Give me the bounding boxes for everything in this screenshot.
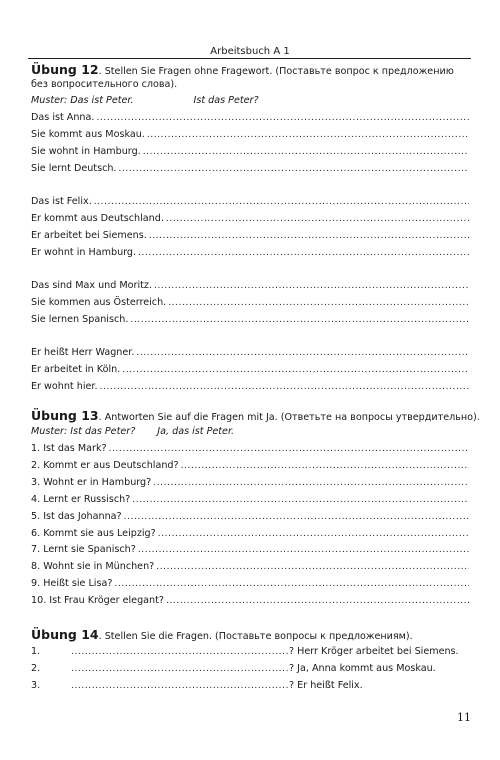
- prompt-text: 3. Wohnt er in Hamburg?: [31, 476, 152, 488]
- exercise-13-label: Übung 13: [31, 408, 99, 423]
- exercise-12-line: [31, 247, 469, 259]
- answer-blank[interactable]: [118, 163, 469, 175]
- exercise-13-instruction: . Antworten Sie auf die Fragen mit Ja. (Ответьте на вопросы утвердительно).: [98, 412, 480, 423]
- exercise-12-line: [31, 314, 469, 326]
- exercise-14-line: [31, 663, 469, 675]
- prompt-text: Das sind Max und Moritz.: [31, 280, 152, 291]
- prompt-text: Er wohnt in Hamburg.: [31, 247, 137, 258]
- answer-blank[interactable]: [130, 314, 469, 326]
- exercise-14-line: [31, 680, 469, 692]
- exercise-14-label: Übung 14: [31, 627, 99, 642]
- answer-blank[interactable]: [71, 680, 289, 692]
- exercise-12-instruction-cont: без вопросительного слова).: [31, 79, 178, 90]
- answer-blank[interactable]: [156, 561, 469, 573]
- prompt-text: Er kommt aus Deutschland.: [31, 213, 164, 224]
- prompt-text: Er wohnt hier.: [31, 381, 98, 392]
- prompt-text: Sie lernt Deutsch.: [31, 163, 117, 174]
- item-number: 1.: [31, 646, 41, 657]
- answer-blank[interactable]: [122, 364, 469, 376]
- exercise-13-line: [31, 494, 469, 506]
- answer-blank[interactable]: [71, 663, 289, 675]
- answer-blank[interactable]: [143, 146, 469, 158]
- answer-blank[interactable]: [136, 347, 469, 359]
- exercise-14-line: [31, 646, 469, 658]
- exercise-12-line: [31, 230, 469, 242]
- prompt-text: 4. Lernt er Russisch?: [31, 493, 131, 505]
- prompt-text: 10. Ist Frau Kröger elegant?: [31, 595, 164, 607]
- exercise-12-line: [31, 381, 469, 393]
- answer-blank[interactable]: [153, 477, 469, 489]
- page-number: 11: [457, 711, 471, 724]
- prompt-text: Sie kommt aus Moskau.: [31, 129, 145, 140]
- prompt-text: Das ist Anna.: [31, 112, 95, 123]
- answer-blank[interactable]: [154, 280, 469, 292]
- answer-blank[interactable]: [100, 381, 469, 393]
- prompt-text: Er arbeitet bei Siemens.: [31, 230, 147, 241]
- exercise-13-line: [31, 443, 469, 455]
- prompt-text: 2. Kommt er aus Deutschland?: [31, 459, 179, 471]
- answer-blank[interactable]: [96, 112, 469, 124]
- prompt-text: Er heißt Herr Wagner.: [31, 347, 135, 358]
- example-answer: Ja, das ist Peter.: [157, 426, 235, 437]
- exercise-12-line: [31, 297, 469, 309]
- answer-blank[interactable]: [168, 297, 469, 309]
- exercise-13-line: [31, 578, 469, 590]
- exercise-13-example: [31, 426, 469, 438]
- item-number: 3.: [31, 680, 41, 691]
- example-sentence: Muster: Das ist Peter.: [31, 95, 134, 106]
- prompt-text: 6. Kommt sie aus Leipzig?: [31, 527, 156, 539]
- exercise-12-line: [31, 196, 469, 208]
- exercise-12-line: [31, 280, 469, 292]
- exercise-12-line: [31, 129, 469, 141]
- exercise-13-line: [31, 595, 469, 607]
- exercise-12-title: [31, 64, 469, 78]
- exercise-12-instruction: . Stellen Sie Fragen ohne Fragewort. (Поставьте вопрос к предложению: [98, 66, 454, 77]
- answer-blank[interactable]: [166, 213, 469, 225]
- prompt-text: 9. Heißt sie Lisa?: [31, 578, 113, 590]
- prompt-text: Sie kommen aus Österreich.: [31, 297, 167, 308]
- given-answer: ? Herr Kröger arbeitet bei Siemens.: [289, 646, 459, 657]
- exercise-13-line: [31, 477, 469, 489]
- answer-blank[interactable]: [71, 646, 289, 658]
- prompt-text: Sie lernen Spanisch.: [31, 314, 129, 325]
- exercise-13-title: [31, 408, 480, 424]
- prompt-text: Das ist Felix.: [31, 196, 92, 207]
- exercise-12-line: [31, 112, 469, 124]
- answer-blank[interactable]: [114, 578, 469, 590]
- header-rule: [28, 58, 471, 59]
- item-number: 2.: [31, 663, 41, 674]
- example-question: Muster: Ist das Peter?: [31, 426, 136, 437]
- prompt-text: 1. Ist das Mark?: [31, 443, 107, 454]
- exercise-13-line: [31, 511, 469, 523]
- exercise-12-line: [31, 347, 469, 359]
- answer-blank[interactable]: [138, 544, 469, 556]
- answer-blank[interactable]: [132, 494, 469, 506]
- answer-blank[interactable]: [109, 443, 469, 455]
- exercise-12-label: Übung 12: [31, 62, 99, 77]
- exercise-13-line: [31, 561, 469, 573]
- exercise-13-line: [31, 544, 469, 556]
- prompt-text: 7. Lernt sie Spanisch?: [31, 544, 136, 556]
- exercise-13-line: [31, 460, 469, 472]
- answer-blank[interactable]: [149, 230, 469, 242]
- given-answer: ? Ja, Anna kommt aus Moskau.: [289, 663, 436, 674]
- prompt-text: Sie wohnt in Hamburg.: [31, 146, 141, 157]
- example-question: Ist das Peter?: [193, 95, 259, 106]
- prompt-text: 8. Wohnt sie in München?: [31, 561, 155, 573]
- prompt-text: Er arbeitet in Köln.: [31, 364, 121, 375]
- exercise-12-line: [31, 364, 469, 376]
- given-answer: ? Er heißt Felix.: [289, 680, 363, 691]
- exercise-12-line: [31, 146, 469, 158]
- answer-blank[interactable]: [158, 528, 469, 540]
- answer-blank[interactable]: [124, 511, 469, 523]
- exercise-14-instruction: . Stellen Sie die Fragen. (Поставьте вопросы к предложениям).: [98, 631, 413, 642]
- answer-blank[interactable]: [94, 196, 469, 208]
- answer-blank[interactable]: [181, 460, 469, 472]
- answer-blank[interactable]: [166, 595, 469, 607]
- page-header: Arbeitsbuch A 1: [210, 46, 290, 57]
- exercise-14-title: [31, 629, 469, 643]
- prompt-text: 5. Ist das Johanna?: [31, 510, 122, 522]
- exercise-13-line: [31, 528, 469, 540]
- answer-blank[interactable]: [147, 129, 469, 141]
- exercise-12-example: [31, 95, 469, 107]
- exercise-12-line: [31, 213, 469, 225]
- answer-blank[interactable]: [138, 247, 469, 259]
- exercise-12-line: [31, 163, 469, 175]
